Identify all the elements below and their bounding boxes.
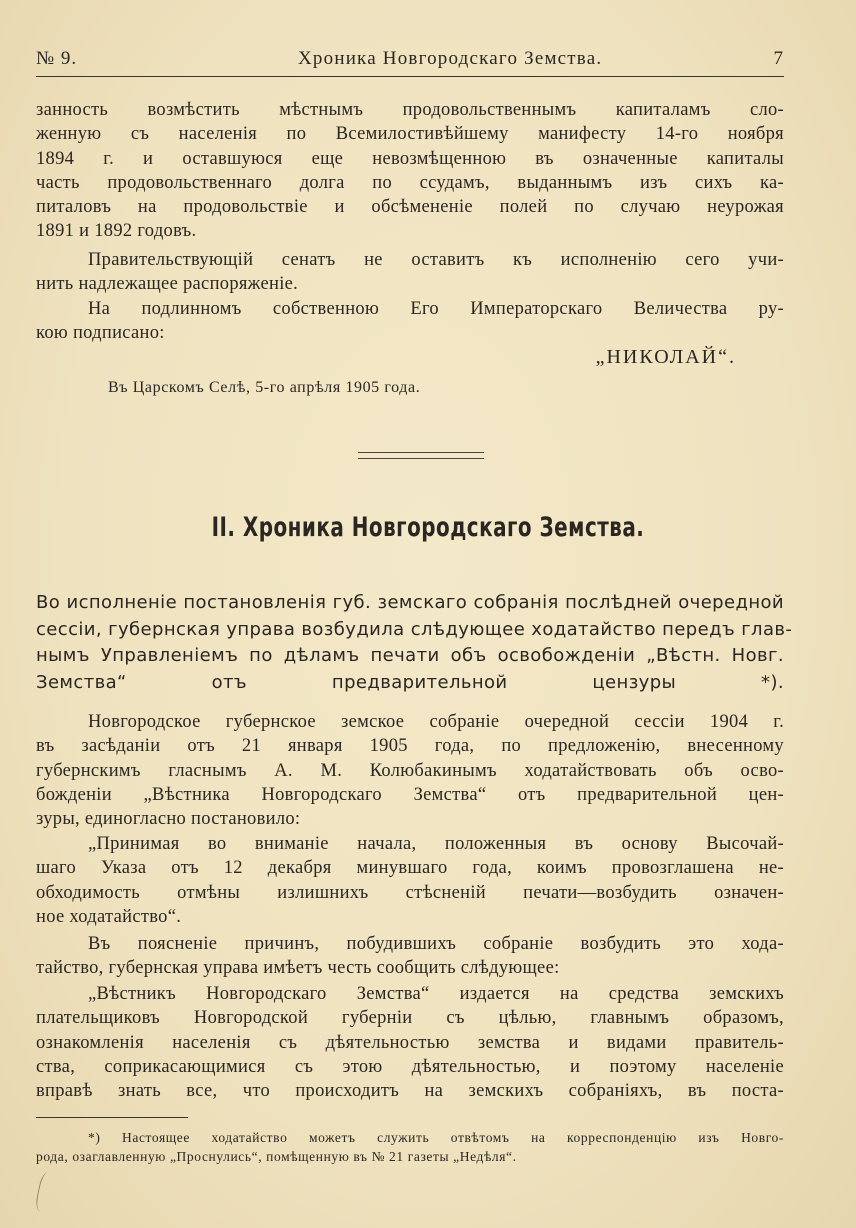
issue-number: № 9. — [36, 48, 78, 69]
page-number: 7 — [773, 48, 784, 69]
header-title: Хроника Новгородскаго Земства. — [298, 48, 603, 69]
text-line: женную съ населенія по Всемилостивѣйшему манифесту 14-го ноября — [36, 124, 784, 145]
text-line: обходимость отмѣны излишнихъ стѣсненій печати—возбудить означен- — [36, 882, 784, 903]
text-line: На подлинномъ собственною Его Императорскаго Величества ру- — [88, 299, 784, 319]
text-line: божденіи „Вѣстника Новгородскаго Земства“ отъ предварительной цен- — [36, 784, 784, 805]
text-line: ное ходатайство“. — [36, 906, 182, 927]
section-divider — [358, 452, 484, 459]
section-title: II. Хроника Новгородскаго Земства. — [211, 512, 645, 543]
footnote-rule — [36, 1117, 188, 1118]
text-line: „Вѣстникъ Новгородскаго Земства“ издается на средства земскихъ — [88, 984, 784, 1004]
text-line: *) Настоящее ходатайство можетъ служить отвѣтомъ на корреспонденцію изъ Новго- — [88, 1130, 784, 1145]
text-line: рода, озаглавленную „Проснулись“, помѣщенную въ № 21 газеты „Недѣля“. — [36, 1149, 517, 1164]
text-line: вправѣ знать все, что происходитъ на земскихъ собраніяхъ, въ поста- — [36, 1081, 784, 1102]
text-line: нить надлежащее распоряженіе. — [36, 274, 299, 295]
text-line: плательщиковъ Новгородской губерніи съ цѣлью, главнымъ образомъ, — [36, 1008, 784, 1029]
text-line: занность возмѣстить мѣстнымъ продовольственнымъ капиталамъ сло- — [36, 100, 784, 120]
paragraph-decree-end — [36, 98, 784, 244]
text-line: „Принимая во вниманіе начала, положенныя въ основу Высочай- — [88, 834, 784, 854]
text-line: тайство, губернская управа имѣетъ честь сообщить слѣдующее: — [36, 958, 560, 979]
text-line: питаловъ на продовольствіе и обсѣмененіе полей по случаю неурожая — [36, 197, 784, 218]
footnote — [36, 1128, 784, 1166]
paragraph-resolution — [36, 832, 784, 929]
text-line: шаго Указа отъ 12 декабря минувшаго года, коимъ провозглашена не- — [36, 858, 784, 879]
text-line: ства, соприкасающимися съ этою дѣятельностью, и поэтому населеніе — [36, 1056, 784, 1077]
header-rule — [36, 76, 784, 77]
text-line: Новгородское губернское земское собраніе очередной сессіи 1904 г. — [88, 712, 784, 732]
paragraph-senate — [36, 248, 784, 297]
running-header — [36, 48, 784, 74]
place-date: Въ Царскомъ Селѣ, 5-го апрѣля 1905 года. — [108, 379, 421, 396]
text-line: часть продовольственнаго долга по ссудамъ, выданнымъ изъ сихъ ка- — [36, 172, 784, 193]
paragraph-signed — [36, 297, 784, 346]
paragraph-explanation — [36, 932, 784, 981]
text-line: Земства“ отъ предварительной цензуры *). — [36, 671, 784, 693]
paragraph-assembly — [36, 710, 784, 831]
text-line: въ засѣданіи отъ 21 января 1905 года, по предложенію, внесенному — [36, 736, 784, 757]
intro-paragraph — [36, 590, 793, 696]
text-line: Во исполненіе постановленія губ. земскаго собранія послѣдней очередной — [36, 592, 784, 613]
text-line: кою подписано: — [36, 323, 165, 344]
text-line: сессіи, губернская управа возбудила слѣдующее ходатайство передъ глав- — [36, 618, 793, 640]
page-stain — [34, 1171, 57, 1213]
text-line: Въ поясненіе причинъ, побудившихъ собраніе возбудить это хода- — [88, 934, 784, 954]
paragraph-vestnik — [36, 982, 784, 1103]
text-line: ознакомленія населенія съ дѣятельностью земства и видами правитель- — [36, 1032, 784, 1053]
signature: „НИКОЛАЙ“. — [595, 346, 736, 368]
text-line: 1894 г. и оставшуюся еще невозмѣщенною въ означенные капиталы — [36, 148, 784, 169]
text-line: нымъ Управленіемъ по дѣламъ печати объ освобожденіи „Вѣстн. Новг. — [36, 645, 784, 667]
text-line: Правительствующій сенатъ не оставитъ къ исполненію сего учи- — [88, 250, 784, 270]
text-line: губернскимъ гласнымъ А. М. Колюбакинымъ ходатайствовать объ осво- — [36, 760, 784, 781]
text-line: зуры, единогласно постановило: — [36, 809, 301, 830]
text-line: 1891 и 1892 годовъ. — [36, 221, 197, 242]
